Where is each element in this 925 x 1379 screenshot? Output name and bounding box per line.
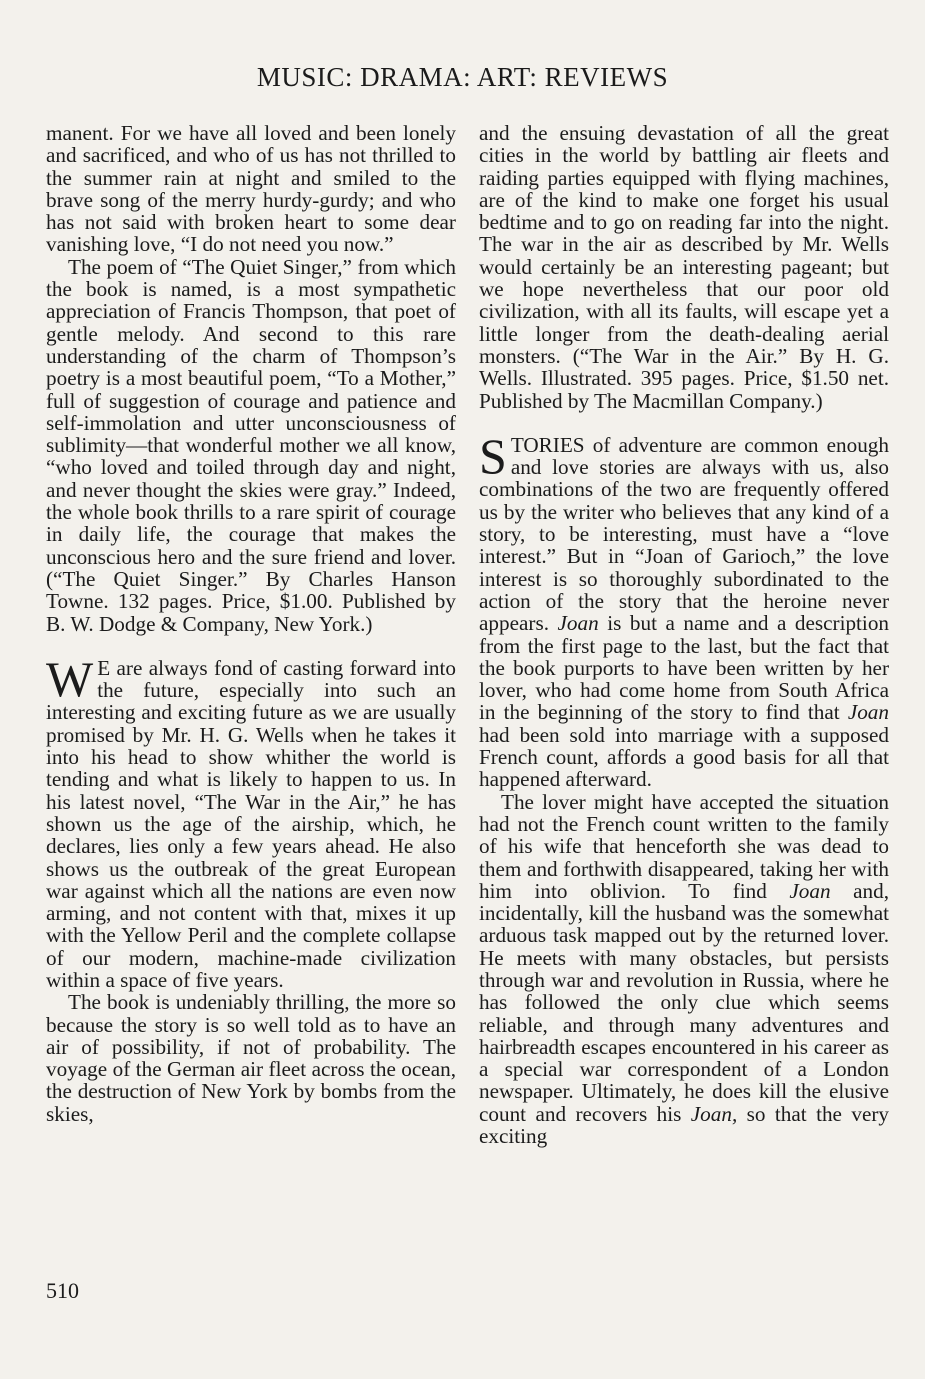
paragraph-wells-review (46, 650, 456, 992)
italic-name: Joan (789, 878, 831, 903)
text: had been sold into marriage with a supposed French count, affords a good basis for all that happened afterward. (479, 722, 889, 792)
italic-name: Joan (847, 700, 889, 725)
left-column (46, 122, 456, 1125)
drop-cap: S (479, 427, 507, 484)
italic-name: Joan (557, 611, 599, 636)
running-header: MUSIC: DRAMA: ART: REVIEWS (256, 62, 669, 92)
paragraph: and the ensuing devastation of all the great cities in the world by battling air fleets and raiding parties equipped with flying machines, are of the kind to make one forget his usual bedtime and to go on reading far into the night. The war in the air as described by Mr. Wells would certainly be an interesting pageant; but we hope nevertheless that our poor old civilization, with all its faults, will escape yet a little longer from the death-dealing aerial monsters. (“The War in the Air.” By H. G. Wells. Illustrated. 395 pages. Price, $1.50 net. Published by The Macmillan Company.) (479, 121, 889, 413)
text: so that the very exciting (479, 1101, 889, 1149)
drop-cap: W (46, 650, 94, 707)
paragraph: manent. For we have all loved and been lonely and sacrificed, and who of us has not thrilled to the summer rain at night and smiled to the brave song of the merry hurdy-gurdy; and who has not said with broken heart to some dear vanishing love, “I do not need you now.” (46, 121, 456, 257)
paragraph: The book is undeniably thrilling, the more so because the story is so well told as to have an air of possibility, if not of probability. The voyage of the German air fleet across the ocean, the destruction of New York by bombs from the skies, (46, 990, 456, 1126)
paragraph (479, 791, 889, 1148)
text: TORIES of adventure are common enough and love stories are always with us, also combinations of the two are frequently offered us by the writer who believes that any kind of a story, to be interesting, must have a “love interest.” But in “Joan of Garioch,” the love interest is so thoroughly subordinated to the action of the story that the heroine never appears. (479, 432, 889, 636)
text: is but a name and a description from the first page to the last, but the fact that the book purports to have been written by her lover, who had come home from South Africa in the beginning of the story to find that (479, 611, 890, 725)
paragraph: The poem of “The Quiet Singer,” from which the book is named, is a most sympathetic appreciation of Francis Thompson, that poet of gentle melody. And second to this rare understanding of the charm of Thompson’s poetry is a most beautiful poem, “To a Mother,” full of suggestion of courage and patience and self-immolation and utter unconsciousness of sublimity—that wonderful mother we all know, “who loved and toiled through day and night, and never thought the skies were gray.” Indeed, the whole book thrills to a rare spirit of courage in daily life, the courage that makes the unconscious hero and the sure friend and lover. (“The Quiet Singer.” By Charles Hanson Towne. 132 pages. Price, $1.00. Published by B. W. Dodge & Company, New York.) (46, 254, 456, 636)
text: The lover might have accepted the situation had not the French count written to the family of his wife that henceforth she was dead to them and forthwith disappeared, taking her with him into oblivion. To find (479, 789, 889, 903)
paragraph-text: E are always fond of casting forward into the future, especially into such an interesting and exciting future as we are usually promised by Mr. H. G. Wells when he takes it into his head to show whither the world is tending and what is likely to happen to us. In his latest novel, “The War in the Air,” he has shown us the age of the airship, which, he declares, lies only a few years ahead. He also shows us the outbreak of the great European war against which all the nations are even now arming, and not content with that, mixes it up with the Yellow Peril and the complete collapse of our modern, machine-made civilization within a space of five years. (46, 655, 456, 992)
italic-name: Joan, (690, 1101, 738, 1126)
text: and, incidentally, kill the husband was the somewhat arduous task mapped out by the returned lover. He meets with many obstacles, but persists through war and revolution in Russia, where he has followed the only clue which seems reliable, and through many adventures and hairbreadth escapes encountered in his career as a special war correspondent of a London newspaper. Ultimately, he does kill the elusive count and recovers his (479, 878, 889, 1126)
paragraph-joan-review (479, 427, 890, 792)
page-number: 510 (46, 1278, 79, 1303)
right-column (479, 122, 889, 1147)
